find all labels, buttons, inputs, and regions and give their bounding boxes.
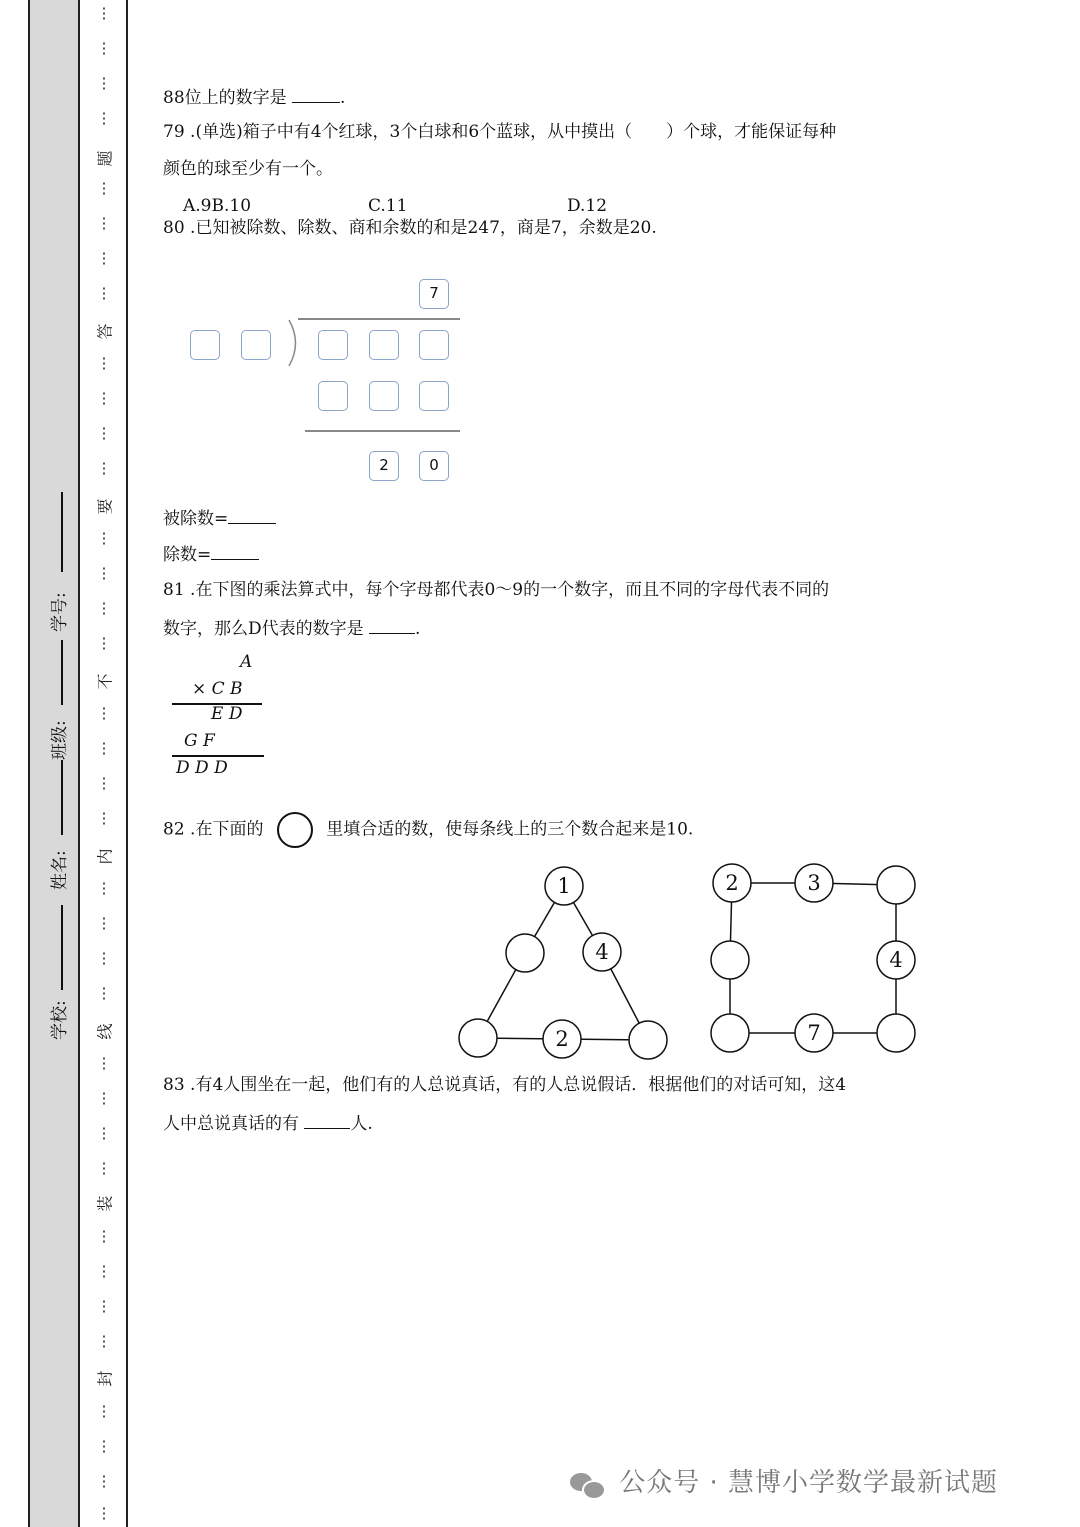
quotient-box: 7 <box>419 279 449 309</box>
watermark-text: 公众号 · 慧博小学数学最新试题 <box>619 1468 999 1498</box>
q83-blank[interactable] <box>304 1110 350 1129</box>
triangle-number: 2 <box>555 1027 569 1051</box>
division-bracket <box>286 318 306 368</box>
division-bar <box>298 318 460 320</box>
product-box[interactable] <box>369 381 399 411</box>
q83-end: 人. <box>350 1114 373 1134</box>
q79-option-a-b[interactable]: A.9B.10 <box>183 196 252 216</box>
square-diagram <box>730 883 896 1033</box>
dividend-box[interactable] <box>369 330 399 360</box>
remainder-box: 2 <box>369 451 399 481</box>
q78-end: . <box>340 88 346 108</box>
puzzle-row: A <box>240 652 253 672</box>
product-box[interactable] <box>419 381 449 411</box>
name-blank <box>61 760 63 835</box>
q79-option-c[interactable]: C.11 <box>368 196 408 216</box>
divisor-label: 除数= <box>163 545 212 565</box>
triangle-diagram <box>478 886 648 1040</box>
q82-post: 里填合适的数，使每条线上的三个数合起来是10. <box>326 819 694 840</box>
number-blank <box>61 492 63 572</box>
q83-line1: 83 .有4人围坐在一起，他们有的人总说真话，有的人总说假话．根据他们的对话可知，这4 <box>163 1075 847 1095</box>
sidebar <box>28 0 80 1527</box>
subtraction-line <box>305 430 460 432</box>
divisor-box[interactable] <box>190 330 220 360</box>
q78-text: 88位上的数字是 <box>163 88 287 108</box>
q82-line <box>163 812 693 848</box>
square-number: 7 <box>807 1021 821 1045</box>
puzzle-line <box>172 755 264 757</box>
q81-line2 <box>163 615 420 641</box>
q78-blank[interactable] <box>292 84 340 103</box>
binding-char: 封 <box>95 1370 115 1387</box>
puzzle-row: × C B <box>192 679 243 699</box>
class-blank <box>61 640 63 705</box>
binding-char: 要 <box>95 498 115 515</box>
number-label: 学号: <box>50 592 70 632</box>
square-number: 3 <box>807 871 821 895</box>
q80-line1: 80 .已知被除数、除数、商和余数的和是247，商是7，余数是20. <box>163 218 657 238</box>
binding-char: 装 <box>95 1195 115 1212</box>
square-circle[interactable] <box>711 941 749 979</box>
dividend-box[interactable] <box>419 330 449 360</box>
q78-line <box>163 84 345 110</box>
dividend-answer <box>163 505 276 531</box>
watermark-footer <box>570 1462 998 1499</box>
triangle-number: 1 <box>557 874 571 898</box>
q79-line2: 颜色的球至少有一个。 <box>163 159 333 179</box>
triangle-number: 4 <box>595 940 609 964</box>
q79-option-d[interactable]: D.12 <box>567 196 608 216</box>
q81-line1: 81 .在下图的乘法算式中，每个字母都代表0～9的一个数字，而且不同的字母代表不同的 <box>163 580 830 600</box>
binding-char: 线 <box>95 1023 115 1040</box>
square-number: 4 <box>889 948 903 972</box>
triangle-circle[interactable] <box>629 1021 667 1059</box>
binding-char: 不 <box>95 673 115 690</box>
q81-blank[interactable] <box>369 615 415 634</box>
divisor-box[interactable] <box>241 330 271 360</box>
school-blank <box>61 905 63 990</box>
divisor-blank[interactable] <box>211 541 259 560</box>
circle-diagrams <box>440 850 930 1070</box>
q81-text: 数字，那么D代表的数字是 <box>163 619 364 639</box>
triangle-circle[interactable] <box>459 1019 497 1057</box>
square-circle[interactable] <box>877 1014 915 1052</box>
name-label: 姓名: <box>50 850 70 890</box>
square-circle[interactable] <box>877 866 915 904</box>
school-label: 学校: <box>50 1000 70 1040</box>
binding-char: 题 <box>95 150 115 167</box>
divisor-answer <box>163 541 259 567</box>
dividend-label: 被除数= <box>163 509 229 529</box>
q81-end: . <box>415 619 421 639</box>
binding-char: 答 <box>95 323 115 340</box>
q79-line1: 79 .(单选)箱子中有4个红球，3个白球和6个蓝球，从中摸出（ ）个球，才能保证每种 <box>163 122 837 142</box>
puzzle-row: E D <box>211 704 243 724</box>
dividend-blank[interactable] <box>228 505 276 524</box>
binding-char: 内 <box>95 848 115 865</box>
q82-pre: 82 .在下面的 <box>163 819 264 840</box>
dividend-box[interactable] <box>318 330 348 360</box>
triangle-circle[interactable] <box>506 934 544 972</box>
wechat-icon <box>570 1471 604 1497</box>
q83-line2 <box>163 1110 373 1136</box>
square-circle[interactable] <box>711 1014 749 1052</box>
puzzle-row: D D D <box>176 758 228 778</box>
class-label: 班级: <box>50 720 70 760</box>
puzzle-row: G F <box>184 731 215 751</box>
product-box[interactable] <box>318 381 348 411</box>
circle-icon <box>277 812 313 848</box>
binding-line: ⋮ ⋮ ⋮ ⋮ 题 ⋮ ⋮ ⋮ ⋮ 答 ⋮ ⋮ ⋮ ⋮ 要 ⋮ ⋮ ⋮ ⋮ 不 ⋮ ⋮ ⋮ ⋮ 内 ⋮ ⋮ ⋮ ⋮ 线 ⋮ ⋮ ⋮ ⋮ 装 ⋮ ⋮ ⋮ ⋮ 封 ⋮ ⋮ ⋮ ⋮ <box>80 0 128 1527</box>
q83-text: 人中总说真话的有 <box>163 1114 299 1134</box>
remainder-box: 0 <box>419 451 449 481</box>
square-number: 2 <box>725 871 739 895</box>
